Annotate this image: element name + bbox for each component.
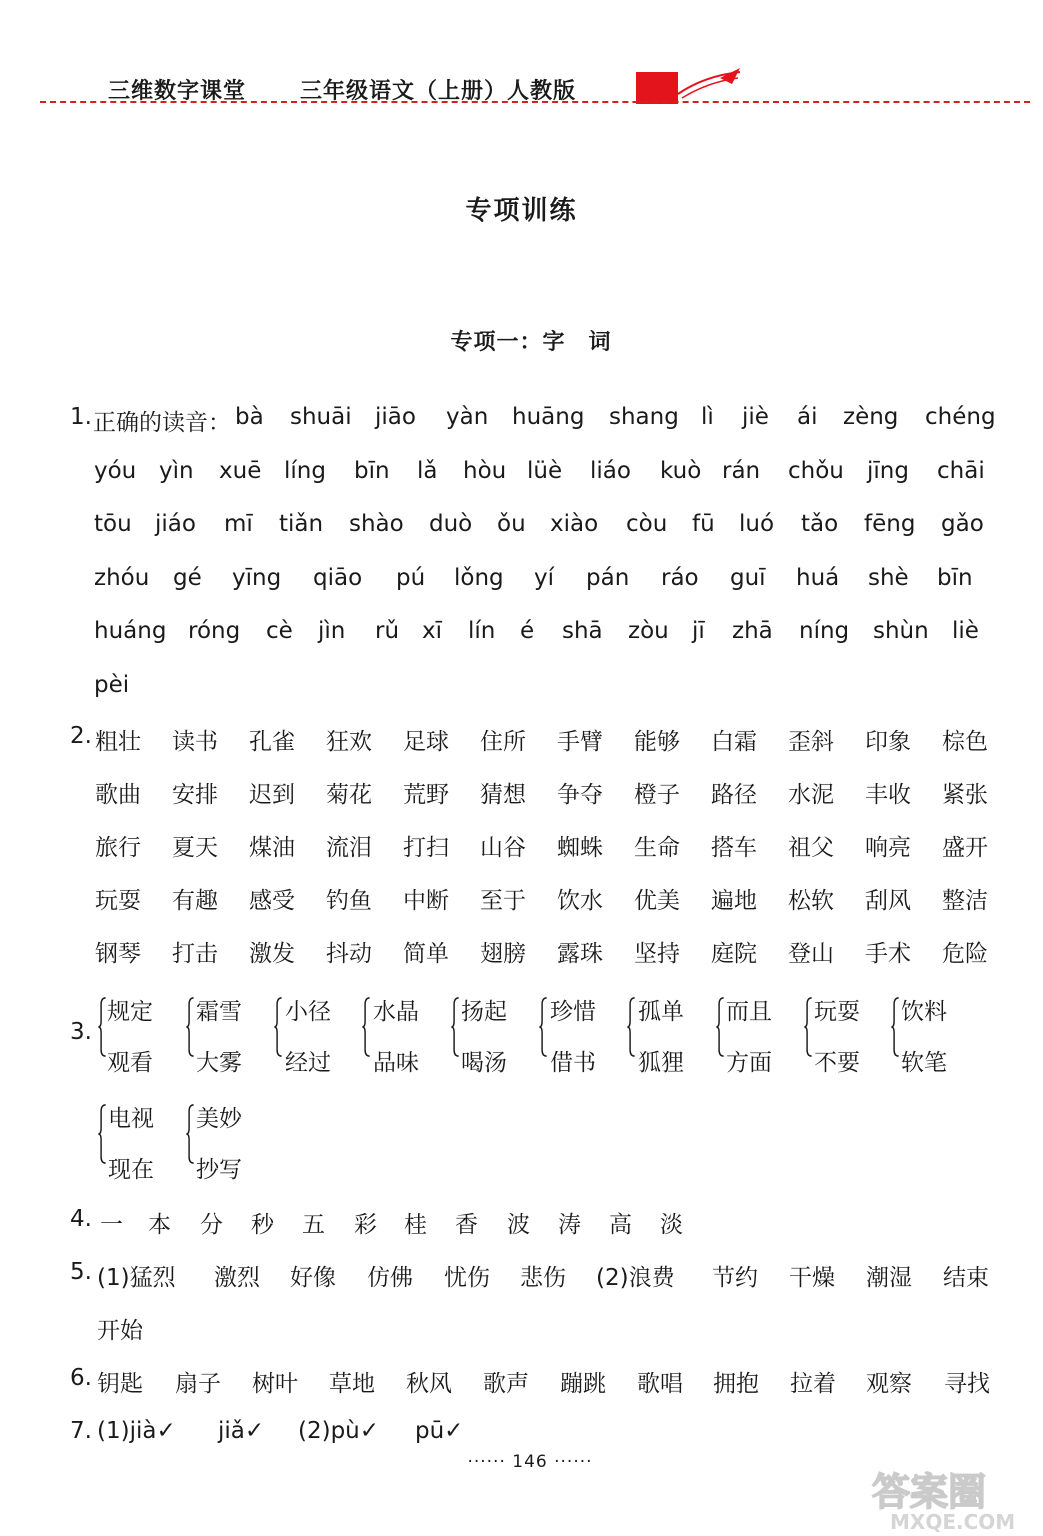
- q6-row: [0, 1365, 1043, 1395]
- q5-number: 5.: [70, 1259, 92, 1285]
- page-number: ······ 146 ······: [467, 1452, 593, 1472]
- brace-icon: [361, 997, 371, 1057]
- word-pair-group: [626, 993, 696, 1076]
- word: 简单: [403, 941, 449, 967]
- answer-with-check: pū✓: [415, 1418, 464, 1444]
- pinyin: lüè: [527, 458, 563, 484]
- q2-row-5: [0, 935, 1043, 965]
- word: 激烈: [214, 1265, 260, 1291]
- pinyin: jìn: [318, 618, 346, 644]
- character: 秒: [251, 1212, 274, 1238]
- pinyin: ráo: [661, 565, 699, 591]
- word: 流泪: [326, 835, 372, 861]
- word: 树叶: [252, 1371, 298, 1397]
- word: 橙子: [634, 782, 680, 808]
- q4-number: 4.: [70, 1206, 92, 1232]
- pinyin: xī: [422, 618, 443, 644]
- word-pair-group: [450, 993, 520, 1076]
- pinyin: mī: [224, 511, 253, 537]
- word: 白霜: [711, 729, 757, 755]
- word: 孤单: [638, 999, 684, 1025]
- word: 霜雪: [196, 999, 242, 1025]
- word: 经过: [285, 1050, 331, 1076]
- answer-with-check: (2)pù✓: [298, 1418, 380, 1444]
- word-pair-group: [715, 993, 785, 1076]
- pinyin: yóu: [94, 458, 137, 484]
- q1-row-4: [0, 565, 1043, 595]
- word: 扬起: [461, 999, 507, 1025]
- pinyin: jiāo: [375, 404, 416, 430]
- word: 打击: [172, 941, 218, 967]
- word: 美妙: [196, 1106, 242, 1132]
- word: 中断: [403, 888, 449, 914]
- pinyin: cè: [266, 618, 293, 644]
- pinyin: zhā: [732, 618, 773, 644]
- pinyin: shùn: [873, 618, 929, 644]
- word: 松软: [788, 888, 834, 914]
- book-subject-title: 三年级语文（上册）人教版: [300, 79, 577, 104]
- pinyin: gǎo: [941, 511, 984, 537]
- word: 响亮: [865, 835, 911, 861]
- word: 悲伤: [520, 1265, 566, 1291]
- word: 至于: [480, 888, 526, 914]
- pinyin: hòu: [463, 458, 507, 484]
- word: 优美: [634, 888, 680, 914]
- word: 喝汤: [461, 1050, 507, 1076]
- q1-row-3: [0, 511, 1043, 541]
- word-pair-group: [185, 993, 255, 1076]
- word: 庭院: [711, 941, 757, 967]
- word: 钓鱼: [326, 888, 372, 914]
- word: 拉着: [790, 1371, 836, 1397]
- pinyin: ái: [797, 404, 818, 430]
- pinyin: zèng: [843, 404, 899, 430]
- pinyin: còu: [626, 511, 668, 537]
- word: 手术: [865, 941, 911, 967]
- character: 本: [148, 1212, 171, 1238]
- q1-row-1: [0, 404, 1043, 434]
- word: 荒野: [403, 782, 449, 808]
- word: 孔雀: [249, 729, 295, 755]
- pinyin: kuò: [660, 458, 702, 484]
- pinyin: shā: [562, 618, 603, 644]
- word: 蜘蛛: [557, 835, 603, 861]
- pinyin: huá: [796, 565, 840, 591]
- book-series-title: 三维数字课堂: [108, 79, 247, 104]
- pinyin: fū: [692, 511, 715, 537]
- pinyin: bīn: [354, 458, 390, 484]
- brace-icon: [626, 997, 636, 1057]
- answer-with-check: jiǎ✓: [218, 1418, 265, 1444]
- q3-number: 3.: [70, 1019, 92, 1045]
- character: 涛: [558, 1212, 581, 1238]
- pinyin: pèi: [94, 672, 130, 698]
- word: 猜想: [480, 782, 526, 808]
- brace-icon: [890, 997, 900, 1057]
- word: 整洁: [942, 888, 988, 914]
- pinyin: gé: [173, 565, 202, 591]
- word: 路径: [711, 782, 757, 808]
- word: 草地: [329, 1371, 375, 1397]
- watermark-logo: [868, 1465, 1033, 1535]
- pinyin: tiǎn: [279, 511, 324, 537]
- word: 歪斜: [788, 729, 834, 755]
- word: 玩耍: [814, 999, 860, 1025]
- pinyin: xiào: [550, 511, 599, 537]
- word: 干燥: [789, 1265, 835, 1291]
- brace-icon: [97, 1104, 107, 1164]
- word: 住所: [480, 729, 526, 755]
- character: 香: [455, 1212, 478, 1238]
- q5-row-2: [0, 1312, 1043, 1342]
- q1-row-2: [0, 458, 1043, 488]
- character: 彩: [354, 1212, 377, 1238]
- brace-icon: [273, 997, 283, 1057]
- pinyin: yìn: [159, 458, 194, 484]
- character: 五: [302, 1212, 325, 1238]
- character: 桂: [404, 1212, 427, 1238]
- word: 不要: [814, 1050, 860, 1076]
- pinyin: lín: [468, 618, 496, 644]
- brace-icon: [803, 997, 813, 1057]
- pinyin: pán: [586, 565, 630, 591]
- word: 潮湿: [866, 1265, 912, 1291]
- word: 结束: [943, 1265, 989, 1291]
- word: 狂欢: [326, 729, 372, 755]
- word: 煤油: [249, 835, 295, 861]
- pinyin: yí: [534, 565, 555, 591]
- pinyin: zhóu: [94, 565, 150, 591]
- character: 高: [609, 1212, 632, 1238]
- pinyin: lǎ: [417, 458, 438, 484]
- word: 粗壮: [95, 729, 141, 755]
- q2-row-3: [0, 829, 1043, 859]
- pinyin: jī: [692, 618, 705, 644]
- header-red-block: [636, 72, 678, 104]
- word: 有趣: [172, 888, 218, 914]
- pinyin: é: [520, 618, 535, 644]
- word: 饮料: [901, 999, 947, 1025]
- word: 读书: [172, 729, 218, 755]
- word: 争夺: [557, 782, 603, 808]
- word: 坚持: [634, 941, 680, 967]
- pinyin: pú: [396, 565, 426, 591]
- pinyin: duò: [429, 511, 473, 537]
- word: 登山: [788, 941, 834, 967]
- pinyin: shè: [868, 565, 909, 591]
- word: 蹦跳: [560, 1371, 606, 1397]
- pinyin: xuē: [219, 458, 262, 484]
- brace-icon: [715, 997, 725, 1057]
- word: 菊花: [326, 782, 372, 808]
- word: 手臂: [557, 729, 603, 755]
- pinyin: bà: [235, 404, 264, 430]
- word: 搭车: [711, 835, 757, 861]
- word: 翅膀: [480, 941, 526, 967]
- word: 借书: [550, 1050, 596, 1076]
- q2-row-2: [0, 776, 1043, 806]
- word: 水泥: [788, 782, 834, 808]
- word: 抖动: [326, 941, 372, 967]
- word: (1)猛烈: [97, 1265, 176, 1291]
- section-title: 专项一：字 词: [450, 330, 612, 355]
- word: 电视: [108, 1106, 154, 1132]
- word: 紧张: [942, 782, 988, 808]
- word-pair-group: [538, 993, 608, 1076]
- word: (2)浪费: [596, 1265, 675, 1291]
- word: 丰收: [865, 782, 911, 808]
- word: 刮风: [865, 888, 911, 914]
- pinyin: luó: [739, 511, 775, 537]
- word: 秋风: [406, 1371, 452, 1397]
- q1-row-6: [0, 672, 1043, 702]
- word: 珍惜: [550, 999, 596, 1025]
- q1-row-5: [0, 618, 1043, 648]
- word: 忧伤: [444, 1265, 490, 1291]
- q6-number: 6.: [70, 1365, 92, 1391]
- q2-number: 2.: [70, 723, 92, 749]
- pinyin: lì: [701, 404, 714, 430]
- pinyin: shuāi: [290, 404, 352, 430]
- word: 现在: [108, 1157, 154, 1183]
- brace-icon: [185, 1104, 195, 1164]
- q7-number: 7.: [70, 1418, 92, 1444]
- pinyin: rán: [722, 458, 761, 484]
- watermark-url: MXQE.COM: [890, 1510, 1016, 1534]
- word: 节约: [712, 1265, 758, 1291]
- word: 仿佛: [367, 1265, 413, 1291]
- brace-icon: [538, 997, 548, 1057]
- word-pair-group: [361, 993, 431, 1076]
- pinyin: yàn: [446, 404, 489, 430]
- word-pair-group: [185, 1100, 255, 1183]
- word: 方面: [726, 1050, 772, 1076]
- word: 而且: [726, 999, 772, 1025]
- word: 寻找: [944, 1371, 990, 1397]
- word: 小径: [285, 999, 331, 1025]
- pinyin: liáo: [590, 458, 631, 484]
- pinyin: lǒng: [454, 565, 504, 591]
- pinyin: jiè: [742, 404, 769, 430]
- pinyin: ǒu: [497, 511, 526, 537]
- word: 印象: [865, 729, 911, 755]
- character: 分: [200, 1212, 223, 1238]
- word: 钥匙: [97, 1371, 143, 1397]
- brace-icon: [185, 997, 195, 1057]
- word: 钢琴: [95, 941, 141, 967]
- word: 祖父: [788, 835, 834, 861]
- word: 拥抱: [713, 1371, 759, 1397]
- pinyin: tǎo: [801, 511, 839, 537]
- header-dashed-rule: [40, 101, 1030, 103]
- watermark-logo-text: 答案圈: [872, 1470, 987, 1514]
- word-pair-group: [97, 993, 167, 1076]
- pinyin: huāng: [512, 404, 585, 430]
- word: 观察: [866, 1371, 912, 1397]
- pinyin: liè: [952, 618, 979, 644]
- word: 饮水: [557, 888, 603, 914]
- word: 扇子: [175, 1371, 221, 1397]
- pinyin: shào: [349, 511, 404, 537]
- q7-row: [0, 1418, 1043, 1448]
- word: 盛开: [942, 835, 988, 861]
- word: 歌声: [483, 1371, 529, 1397]
- answer-with-check: (1)jià✓: [97, 1418, 176, 1444]
- word: 抄写: [196, 1157, 242, 1183]
- q1-number: 1.: [70, 404, 92, 430]
- word: 棕色: [942, 729, 988, 755]
- pinyin: chǒu: [788, 458, 844, 484]
- word: 好像: [290, 1265, 336, 1291]
- word-pair-group: [97, 1100, 167, 1183]
- word: 夏天: [172, 835, 218, 861]
- page-title: 专项训练: [465, 196, 578, 226]
- word: 歌曲: [95, 782, 141, 808]
- brace-icon: [450, 997, 460, 1057]
- word: 激发: [249, 941, 295, 967]
- word-pair-group: [273, 993, 343, 1076]
- word: 安排: [172, 782, 218, 808]
- word: 生命: [634, 835, 680, 861]
- pinyin: shang: [609, 404, 679, 430]
- word: 山谷: [480, 835, 526, 861]
- word: 大雾: [196, 1050, 242, 1076]
- word: 开始: [97, 1318, 143, 1344]
- word: 危险: [942, 941, 988, 967]
- pinyin: jīng: [867, 458, 909, 484]
- q1-label: 正确的读音：: [93, 410, 231, 436]
- word: 足球: [403, 729, 449, 755]
- pinyin: bīn: [937, 565, 973, 591]
- pinyin: chāi: [937, 458, 985, 484]
- word-pair-group: [803, 993, 873, 1076]
- pinyin: rǔ: [375, 618, 400, 644]
- word: 品味: [373, 1050, 419, 1076]
- word: 迟到: [249, 782, 295, 808]
- word: 规定: [107, 999, 153, 1025]
- word: 打扫: [403, 835, 449, 861]
- word: 感受: [249, 888, 295, 914]
- word: 狐狸: [638, 1050, 684, 1076]
- word: 歌唱: [637, 1371, 683, 1397]
- character: 波: [507, 1212, 530, 1238]
- word-pair-group: [890, 993, 960, 1076]
- word: 能够: [634, 729, 680, 755]
- q2-row-1: [0, 723, 1043, 753]
- pinyin: huáng: [94, 618, 167, 644]
- pinyin: guī: [730, 565, 766, 591]
- brace-icon: [97, 997, 107, 1057]
- word: 水晶: [373, 999, 419, 1025]
- pinyin: qiāo: [313, 565, 363, 591]
- pinyin: zòu: [628, 618, 669, 644]
- q5-row-1: [0, 1259, 1043, 1289]
- q4-row: [0, 1206, 1043, 1236]
- pinyin: níng: [799, 618, 850, 644]
- pinyin: chéng: [925, 404, 996, 430]
- pinyin: líng: [284, 458, 326, 484]
- word: 玩耍: [95, 888, 141, 914]
- word: 露珠: [557, 941, 603, 967]
- pinyin: jiáo: [155, 511, 196, 537]
- rocket-icon: [674, 64, 744, 104]
- q2-row-4: [0, 882, 1043, 912]
- word: 观看: [107, 1050, 153, 1076]
- word: 遍地: [711, 888, 757, 914]
- word: 旅行: [95, 835, 141, 861]
- pinyin: fēng: [864, 511, 916, 537]
- pinyin: tōu: [94, 511, 132, 537]
- pinyin: róng: [188, 618, 241, 644]
- character: 淡: [660, 1212, 683, 1238]
- word: 软笔: [901, 1050, 947, 1076]
- character: 一: [100, 1212, 123, 1238]
- pinyin: yīng: [232, 565, 282, 591]
